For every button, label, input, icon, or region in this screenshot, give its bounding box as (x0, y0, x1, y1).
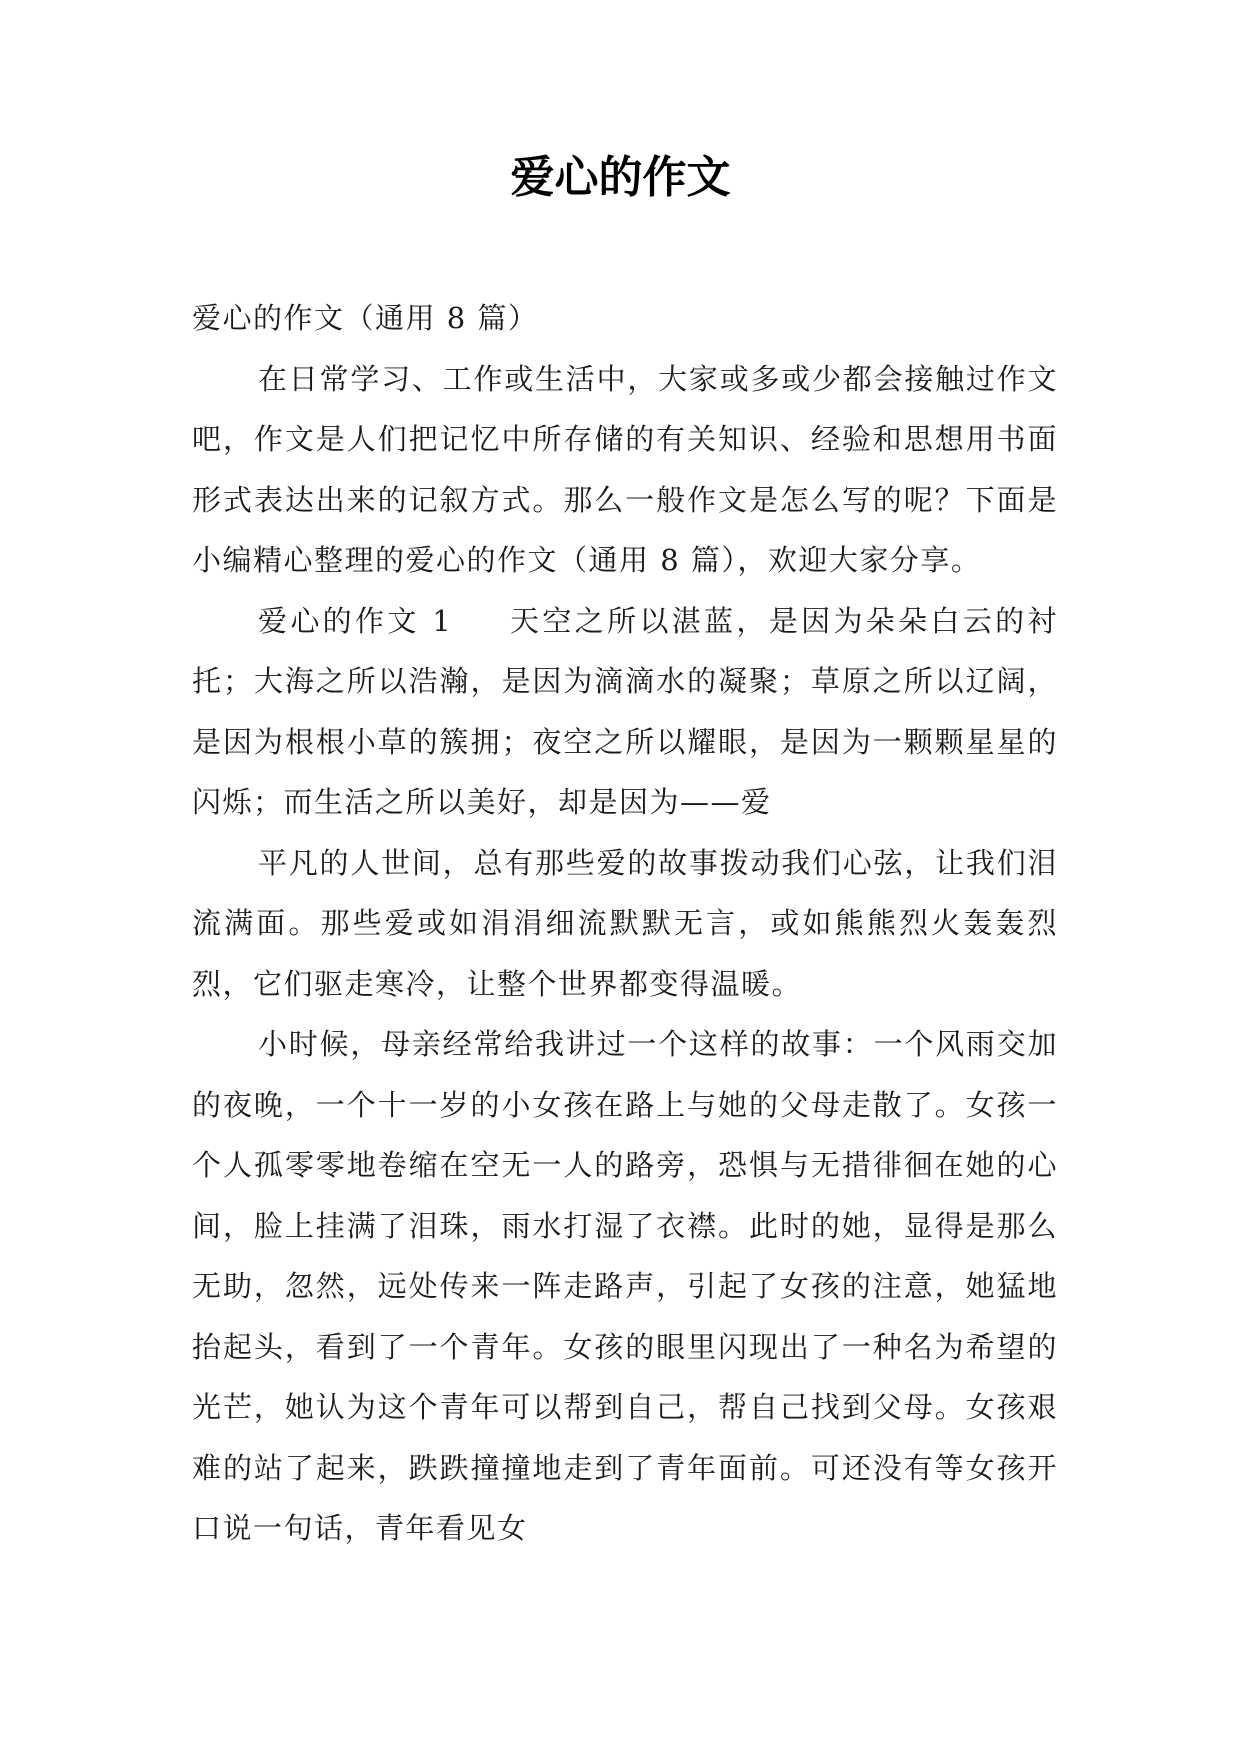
section-1-paragraph (192, 591, 1058, 833)
intro-paragraph: 在日常学习、工作或生活中，大家或多或少都会接触过作文吧，作文是人们把记忆中所存储的有关知识、经验和思想用书面形式表达出来的记叙方式。那么一般作文是怎么写的呢？下面是小编精心整理的爱心的作文（通用 8 篇），欢迎大家分享。 (192, 361, 1058, 577)
section-1-opening: 天空之所以湛蓝，是因为朵朵白云的衬托；大海之所以浩瀚，是因为滴滴水的凝聚；草原之所以辽阔，是因为根根小草的簇拥；夜空之所以耀眼，是因为一颗颗星星的闪烁；而生活之所以美好，却是因为——爱 (192, 603, 1058, 819)
document-body (192, 288, 1058, 1559)
paragraph-2: 平凡的人世间，总有那些爱的故事拨动我们心弦，让我们泪流满面。那些爱或如涓涓细流默默无言，或如熊熊烈火轰轰烈烈，它们驱走寒冷，让整个世界都变得温暖。 (192, 845, 1058, 1001)
paragraph-3: 小时候，母亲经常给我讲过一个这样的故事：一个风雨交加的夜晚，一个十一岁的小女孩在路上与她的父母走散了。女孩一个人孤零零地卷缩在空无一人的路旁，恐惧与无措徘徊在她的心间，脸上挂满了泪珠，雨水打湿了衣襟。此时的她，显得是那么无助，忽然，远处传来一阵走路声，引起了女孩的注意，她猛地抬起头，看到了一个青年。女孩的眼里闪现出了一种名为希望的光芒，她认为这个青年可以帮到自己，帮自己找到父母。女孩艰难的站了起来，跌跌撞撞地走到了青年面前。可还没有等女孩开口说一句话，青年看见女 (192, 1027, 1058, 1545)
document-subtitle: 爱心的作文（通用 8 篇） (192, 301, 539, 335)
document-title: 爱心的作文 (510, 152, 731, 203)
section-1-heading: 爱心的作文 1 (258, 603, 453, 638)
